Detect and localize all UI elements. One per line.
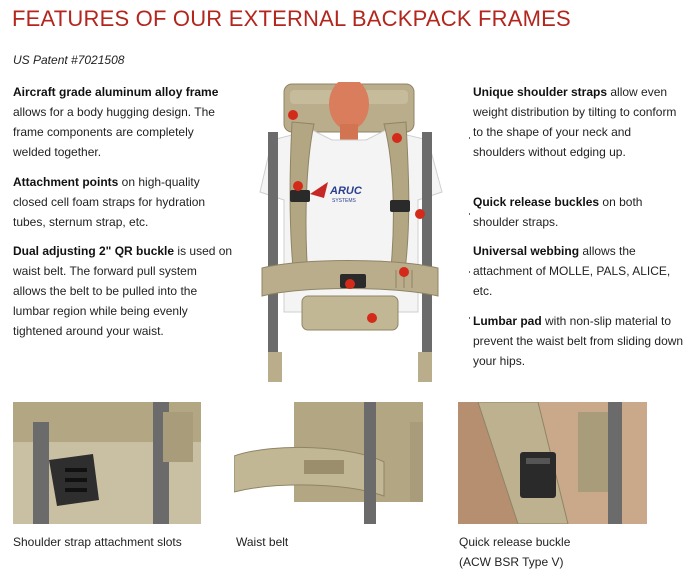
- feature-webbing-text: allows the attachment of MOLLE, PALS, ALICE, etc.: [473, 244, 671, 298]
- callout-dot-lumbar: [367, 313, 377, 323]
- caption-waist-belt: Waist belt: [236, 535, 289, 549]
- feature-lumbar-text: with non-slip material to prevent the waist belt from sliding down your hips.: [473, 314, 684, 368]
- caption-quick-release-line2: (ACW BSR Type V): [459, 555, 564, 569]
- caption-quick-release: [459, 532, 570, 572]
- feature-lumbar-title: Lumbar pad: [473, 314, 542, 328]
- feature-attachment-text: on high-quality closed cell foam straps for hydration tubes, sternum strap, etc.: [13, 175, 206, 229]
- shirt-logo: ARUC: [330, 185, 362, 197]
- thumbnail-shoulder-slots[interactable]: [13, 402, 201, 524]
- caption-quick-release-line1: Quick release buckle: [459, 535, 571, 549]
- feature-frame-text: allows for a body hugging design. The frame components are completely welded together.: [13, 105, 215, 159]
- callout-dot-shoulder: [392, 133, 402, 143]
- callout-dot-webbing: [399, 267, 409, 277]
- feature-quick-release-title: Quick release buckles: [473, 195, 600, 209]
- feature-attachment-title: Attachment points: [13, 175, 119, 189]
- feature-qr-buckle-title: Dual adjusting 2" QR buckle: [13, 244, 175, 258]
- callout-dot-attachment: [293, 181, 303, 191]
- feature-frame-title: Aircraft grade aluminum alloy frame: [13, 85, 219, 99]
- shirt-logo-sub: SYSTEMS: [332, 198, 356, 204]
- feature-qr-buckle-text: is used on waist belt. The forward pull system allows the belt to be pulled into the lumbar region while being evenly tightened around your waist.: [13, 244, 233, 338]
- callout-dot-frame: [288, 110, 298, 120]
- callout-dot-qr-buckle: [345, 279, 355, 289]
- caption-shoulder-slots: Shoulder strap attachment slots: [13, 535, 182, 549]
- feature-shoulder-text: allow even weight distribution by tilting to conform to the shape of your neck and shoulders without edging up.: [473, 85, 677, 159]
- thumbnail-waist-belt[interactable]: [234, 402, 423, 524]
- patent-number: US Patent #7021508: [13, 53, 125, 67]
- feature-shoulder-title: Unique shoulder straps: [473, 85, 608, 99]
- thumbnail-quick-release[interactable]: [458, 402, 647, 524]
- page-title: FEATURES OF OUR EXTERNAL BACKPACK FRAMES: [12, 6, 571, 31]
- backpack-hero-image: [232, 82, 469, 382]
- feature-quick-release-text: on both shoulder straps.: [473, 195, 643, 229]
- callout-dot-quick-release: [415, 209, 425, 219]
- feature-webbing-title: Universal webbing: [473, 244, 580, 258]
